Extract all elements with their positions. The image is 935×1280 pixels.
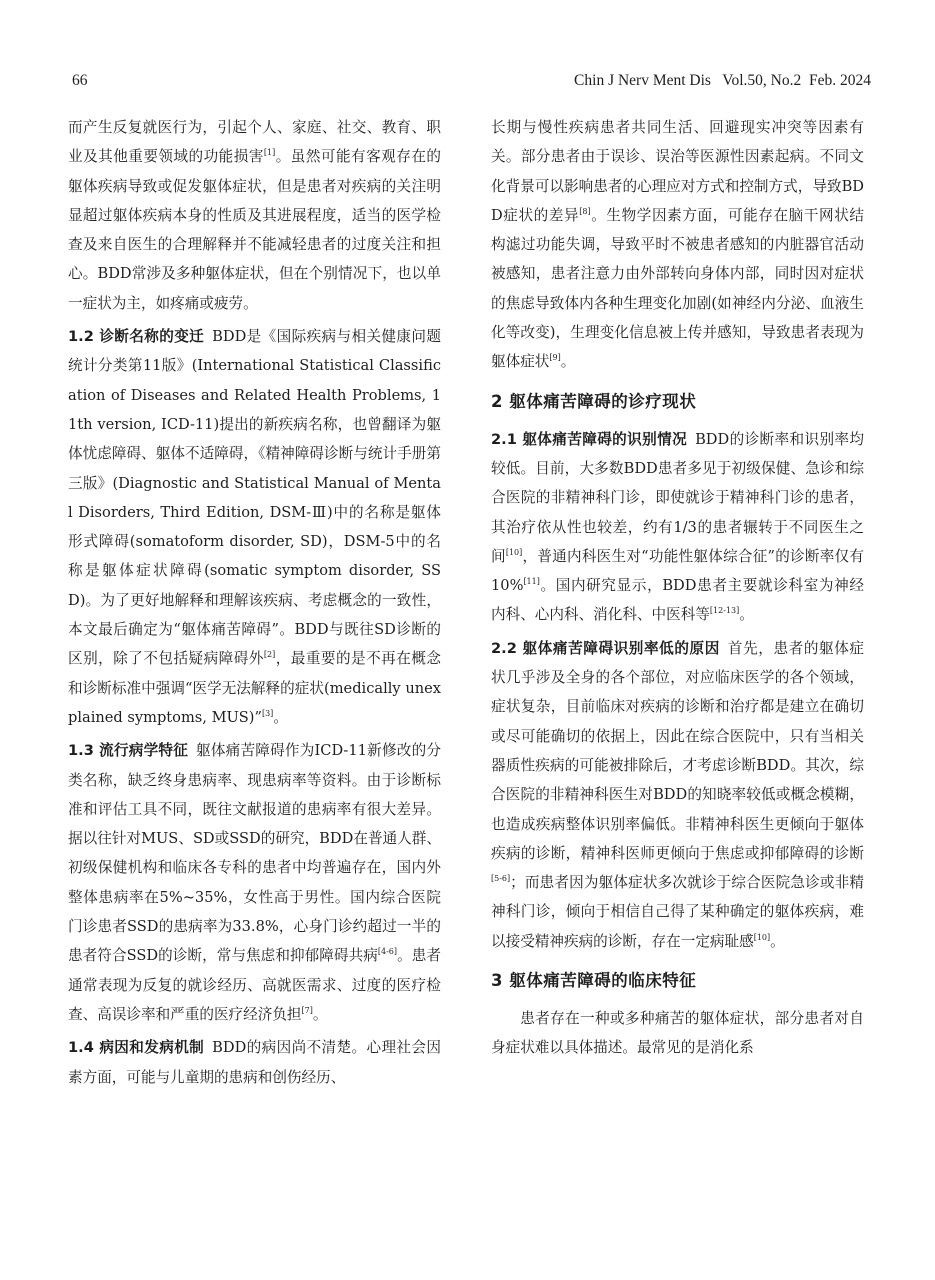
- running-header: [72, 72, 871, 94]
- body-text: 而产生反复就医行为，引起个人、家庭、社交、教育、职业及其他重要领域的功能损害: [68, 119, 441, 166]
- section-heading-3: 3 躯体痛苦障碍的临床特征: [491, 971, 697, 991]
- paragraph-continued: [491, 113, 864, 377]
- subsection-heading-2-1: 2.1 躯体痛苦障碍的识别情况: [491, 430, 688, 448]
- citation-ref: [11]: [523, 577, 540, 587]
- citation-ref: [7]: [301, 1005, 313, 1015]
- body-text: 。: [312, 1005, 328, 1023]
- journal-citation: Chin J Nerv Ment Dis Vol.50, No.2 Feb. 2024: [574, 72, 871, 89]
- body-text: 长期与慢性疾病患者共同生活、回避现实冲突等因素有关。部分患者由于误诊、误治等医源性因素起病。不同文化背景可以影响患者的心理应对方式和控制方式，导致BDD症状的差异: [491, 119, 864, 224]
- section-1-2: [68, 322, 441, 732]
- citation-ref: [4-6]: [377, 947, 398, 957]
- body-text: 。患者通常表现为反复的就诊经历、高就医需求、过度的医疗检查、高误诊率和严重的医疗经济负担: [68, 947, 441, 1023]
- citation-ref: [9]: [549, 353, 561, 363]
- body-text: BDD的诊断率和识别率均较低。目前，大多数BDD患者多见于初级保健、急诊和综合医院的非精神科门诊，即使就诊于精神科门诊的患者，其治疗依从性也较差，约有1/3的患者辗转于不同医生之间: [491, 430, 864, 565]
- body-text: 首先，患者的躯体症状几乎涉及全身的各个部位，对应临床医学的各个领域，症状复杂，目前临床对疾病的诊断和治疗都是建立在确切或尽可能确切的依据上，因此在综合医院中，只有当相关器质性疾病的可能被排除后，才考虑诊断BDD。其次，综合医院的非精神科医生对BDD的知晓率较低或概念模糊，也造成疾病整体识别率偏低。非精神科医生更倾向于躯体疾病的诊断，精神科医师更倾向于焦虑或抑郁障碍的诊断: [491, 639, 864, 862]
- citation-ref: [3]: [261, 708, 274, 718]
- body-text: ，最重要的是不再在概念和诊断标准中强调“医学无法解释的症状(medically unexplained symptoms, MUS)”: [68, 650, 441, 726]
- citation-ref: [5-6]: [491, 874, 511, 884]
- section-1-3: [68, 736, 441, 1029]
- paragraph-continued: [68, 113, 441, 318]
- body-text: BDD是《国际疾病与相关健康问题统计分类第11版》(International Statistical Classification of Diseases and Related Health Problems, 11th version, ICD-11)提出的新疾病名称，也曾翻译为躯体忧虑障碍、躯体不适障碍，《精神障碍诊断与统计手册第三版》(Diagnostic and Statistical Manual of Mental Disorders, Third Edition, DSM-Ⅲ)中的名称是躯体形式障碍(somatoform disorder, SD)，DSM-5中的名称是躯体症状障碍(somatic symptom disorder, SSD)。为了更好地解释和理解该疾病、考虑概念的一致性，本文最后确定为“躯体痛苦障碍”。BDD与既往SD诊断的区别，除了不包括疑病障碍外: [68, 328, 441, 668]
- body-text: 。: [273, 708, 288, 726]
- page-number: 66: [72, 72, 88, 89]
- body-text: 。国内研究显示，BDD患者主要就诊科室为神经内科、心内科、消化科、中医科等: [491, 577, 864, 624]
- body-text: 。生物学因素方面，可能存在脑干网状结构滤过功能失调，导致平时不被患者感知的内脏器官活动被感知，患者注意力由外部转向身体内部，同时因对症状的焦虑导致体内各种生理变化加剧(如神经内分泌、血液生化等改变)，生理变化信息被上传并感知，导致患者表现为躯体症状: [491, 206, 864, 371]
- left-column: [68, 113, 441, 1092]
- body-text: 患者存在一种或多种痛苦的躯体症状，部分患者对自身症状难以具体描述。最常见的是消化系: [491, 1010, 864, 1057]
- body-text: ，普通内科医生对“功能性躯体综合征”的诊断率仅有10%: [491, 547, 864, 595]
- body-text: ；而患者因为躯体症状多次就诊于综合医院急诊或非精神科门诊，倾向于相信自己得了某种确定的躯体疾病，难以接受精神疾病的诊断，存在一定病耻感: [491, 874, 864, 950]
- citation-ref: [2]: [263, 650, 276, 660]
- subsection-heading-2-2: 2.2 躯体痛苦障碍识别率低的原因: [491, 639, 720, 657]
- right-column: [491, 113, 864, 1063]
- body-text: 。: [770, 932, 785, 950]
- body-text: 。虽然可能有客观存在的躯体疾病导致或促发躯体症状，但是患者对疾病的关注明显超过躯体疾病本身的性质及其进展程度，适当的医学检查及来自医生的合理解释并不能减轻患者的过度关注和担心。BDD常涉及多种躯体症状，但在个别情况下，也以单一症状为主，如疼痛或疲劳。: [68, 148, 441, 312]
- body-text: 。: [739, 606, 754, 624]
- subsection-heading-1-4: 1.4 病因和发病机制: [68, 1039, 205, 1057]
- section-3-intro: [491, 1004, 864, 1063]
- citation-ref: [12-13]: [709, 606, 740, 616]
- body-text: BDD的病因尚不清楚。心理社会因素方面，可能与儿童期的患病和创伤经历、: [68, 1039, 441, 1086]
- section-1-4: [68, 1033, 441, 1092]
- section-2-2: [491, 634, 864, 956]
- citation-ref: [8]: [579, 206, 591, 216]
- citation-ref: [1]: [263, 148, 276, 158]
- citation-ref: [10]: [505, 547, 523, 557]
- citation-ref: [10]: [753, 932, 771, 942]
- subsection-heading-1-2: 1.2 诊断名称的变迁: [68, 328, 205, 346]
- section-2-1: [491, 425, 864, 630]
- body-text: 躯体痛苦障碍作为ICD-11新修改的分类名称，缺乏终身患病率、现患病率等资料。由于诊断标准和评估工具不同，既往文献报道的患病率有很大差异。据以往针对MUS、SD或SSD的研究，BDD在普通人群、初级保健机构和临床各专科的患者中均普遍存在，国内外整体患病率在5%~35%，女性高于男性。国内综合医院门诊患者SSD的患病率为33.8%，心身门诊约超过一半的患者符合SSD的诊断，常与焦虑和抑郁障碍共病: [68, 742, 441, 965]
- body-text: 。: [560, 353, 576, 371]
- section-heading-2: 2 躯体痛苦障碍的诊疗现状: [491, 391, 697, 411]
- subsection-heading-1-3: 1.3 流行病学特征: [68, 742, 189, 760]
